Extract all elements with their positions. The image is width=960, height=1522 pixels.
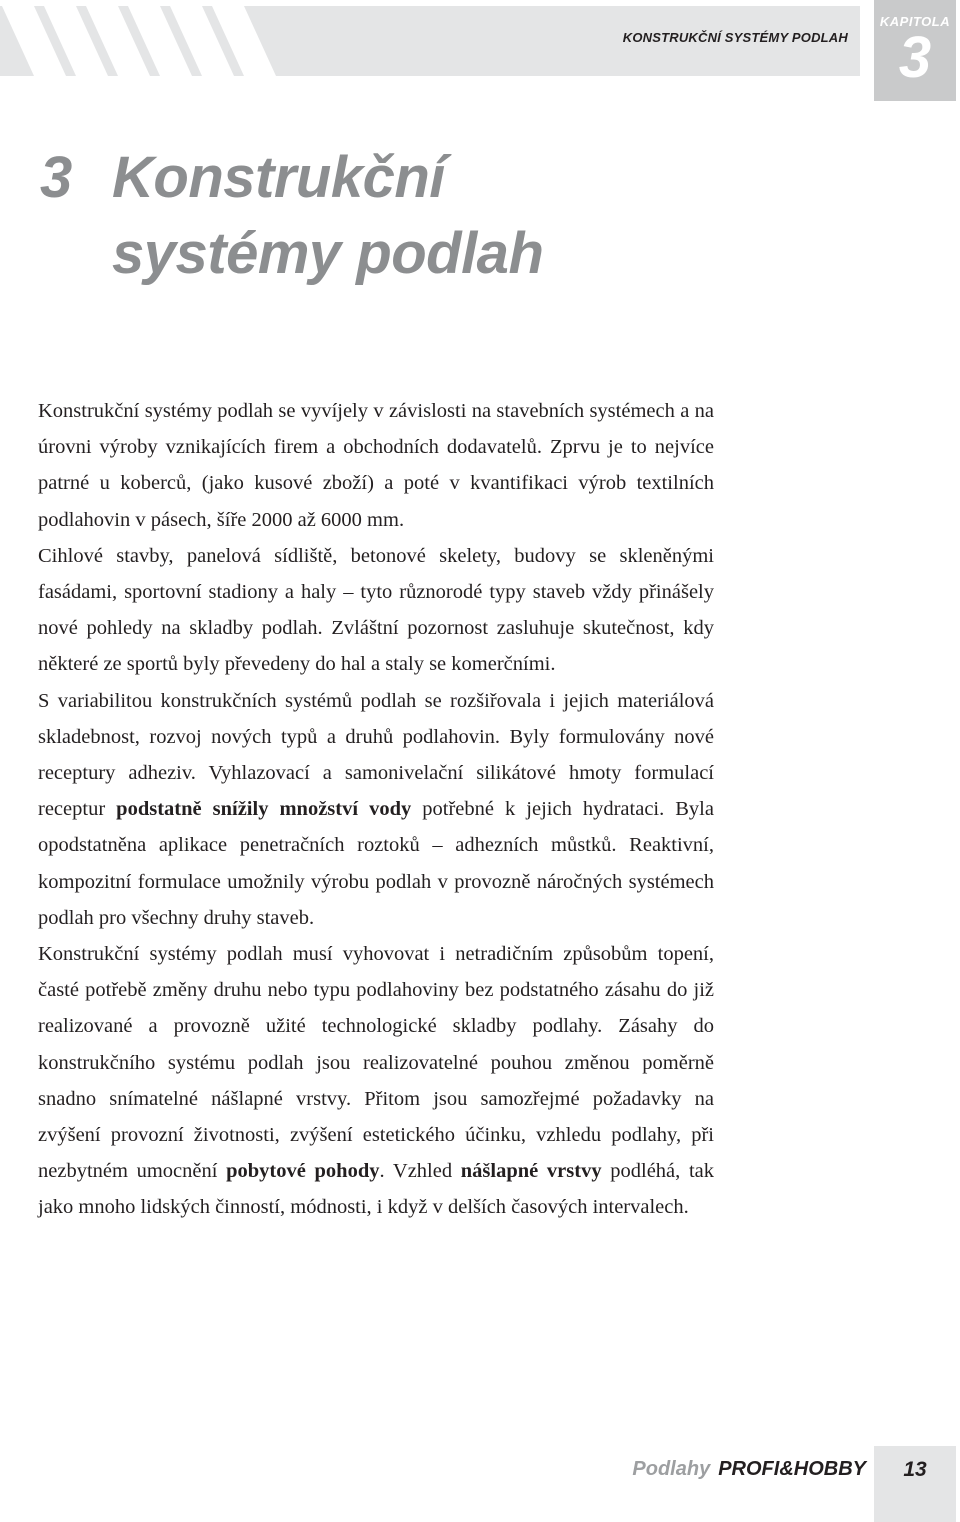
paragraph-4: [38, 936, 714, 1226]
header-band: [0, 6, 860, 76]
paragraph-4-text-a: Konstrukční systémy podlah musí vyhovovat i netradičním způsobům topení, časté potřebě změny druhu nebo typu podlahoviny bez podstatného zásahu do již realizované a provozně užité technologické skladby podlahy. Zásahy do konstrukčního systému podlah jsou realizovatelné pouhou změnou poměrně snadno snímatelné nášlapné vrstvy. Přitom jsou samozřejmé požadavky na zvýšení provozní životnosti, zvýšení estetického účinku, vzhledu podlahy, při nezbytném umocnění: [38, 943, 714, 1183]
paragraph-2: Cihlové stavby, panelová sídliště, betonové skelety, budovy se skleněnými fasádami, sportovní stadiony a haly – tyto různorodé typy staveb vždy přinášely nové pohledy na skladby podlah. Zvláštní pozornost zasluhuje skutečnost, kdy některé ze sportů byly převedeny do hal a staly se komerčními.: [38, 544, 714, 676]
emphasis-water: podstatně snížily množství vody: [116, 798, 412, 821]
brand-profi-hobby: PROFI&HOBBY: [718, 1458, 866, 1480]
footer-brand: [632, 1458, 866, 1481]
emphasis-comfort: pobytové pohody: [226, 1160, 380, 1183]
paragraph-3-text-a: S variabilitou konstrukčních systémů podlah se rozšiřovala i jejich materiálová skladebnost, rozvoj nových typů a druhů podlahovin. Byly formulovány nové receptury adheziv. Vyhlazovací a samonivelační silikátové hmoty formulací receptur: [38, 689, 714, 821]
chapter-label: KAPITOLA: [879, 14, 951, 29]
emphasis-wear-layer: nášlapné vrstvy: [460, 1160, 602, 1183]
chapter-number: 3: [898, 25, 932, 90]
title-line2: systémy podlah: [112, 221, 544, 286]
running-head: KONSTRUKČNÍ SYSTÉMY PODLAH: [622, 30, 848, 45]
paragraph-3: [38, 683, 714, 936]
paragraph-4-text-c: podléhá, tak jako mnoho lidských činností, módnosti, i když v delších časových intervalech.: [38, 1160, 714, 1219]
title-line1: Konstrukční: [112, 145, 445, 210]
page-number: 13: [903, 1458, 927, 1481]
paragraph-3-text-b: potřebné k jejich hydrataci. Byla opodstatněna aplikace penetračních roztoků – adhezních můstků. Reaktivní, kompozitní formulace umožnily výrobu podlah v provozně náročných systémech podlah pro všechny druhy staveb.: [38, 798, 714, 929]
body-text: [38, 393, 714, 1226]
chapter-tab: [874, 0, 956, 101]
title-number: 3: [40, 145, 72, 210]
chapter-title: [40, 140, 543, 292]
decorative-stripes: [0, 6, 300, 76]
brand-podlahy: Podlahy: [632, 1458, 711, 1480]
paragraph-1: Konstrukční systémy podlah se vyvíjely v závislosti na stavebních systémech a na úrovni výroby vznikajících firem a obchodních dodavatelů. Zprvu je to nejvíce patrné u koberců, (jako kusové zboží) a poté v kvantifikaci výrob textilních podlahovin v pásech, šíře 2000 až 6000 mm.: [38, 400, 714, 531]
paragraph-4-text-b: . Vzhled: [379, 1160, 461, 1183]
